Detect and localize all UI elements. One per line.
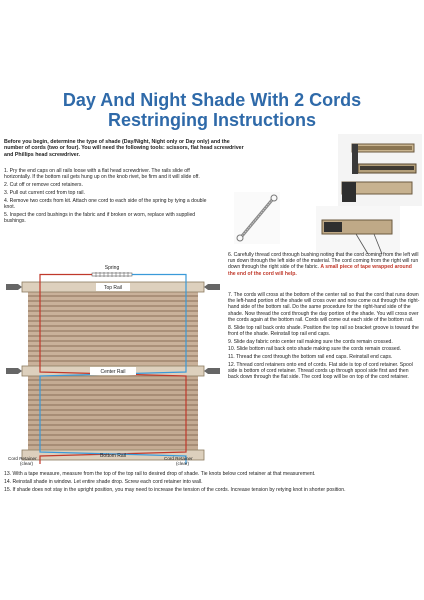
step-1: 1. Pry the end caps on all rails loose with a flat head screwdriver. The rails slide off horizontally. If the bottom rail gets hung up on the knob rivet, be firm and it will slide off. xyxy=(4,168,200,181)
bottom-rail-label: Bottom Rail xyxy=(100,453,126,459)
title-line-2: Restringing Instructions xyxy=(107,110,316,130)
step-2: 2. Cut off or remove cord retainers. xyxy=(4,182,83,188)
step-10: 10. Slide bottom rail back onto shade making sure the cords remain crossed. xyxy=(228,346,401,353)
top-rail-label: Top Rail xyxy=(103,285,123,291)
step-13: 13. With a tape measure, measure from the top of the top rail to desired drop of shade. Tie knots below cord retainer at that measurement. xyxy=(4,471,316,477)
clear-left-label: (clear) xyxy=(20,461,34,467)
bottom-steps xyxy=(4,471,420,494)
spring-label: Spring xyxy=(104,265,120,271)
cord-retainer-right-label: Cord Retainer xyxy=(164,456,193,461)
cord-retainer-left-label: Cord Retainer xyxy=(8,456,37,461)
left-steps xyxy=(4,168,218,226)
step-6-highlight: A small piece of tape wrapped around the end of the cord will help. xyxy=(228,264,412,277)
step-12: 12. Thread cord retainers onto end of cords. Flat side is top of cord retainer. Spool side is bottom of cord retainer. Thread cords up through spool side first and then back down through the flat side. The cord loop will be on top of the cord retainer. xyxy=(228,362,413,381)
step-3: 3. Pull out current cord from top rail. xyxy=(4,189,85,196)
step-8: 8. Slide top rail back onto shade. Position the top rail so bracket groove is toward the front of the shade. Reinstall top rail end caps. xyxy=(228,324,419,337)
step-11: 11. Thread the cord through the bottom rail end caps. Reinstall end caps. xyxy=(228,354,393,361)
end-cap-photo xyxy=(316,206,400,256)
step-6 xyxy=(228,252,420,277)
cord-retainer-right xyxy=(164,456,224,467)
cord-retainer-left xyxy=(8,456,68,467)
step-7: 7. The cords will cross at the bottom of the center rail so that the cord that runs down the left-hand portion of the shade will cross over and now come out through the right-hand side of the bottom rail. Do the same procedure for the right-hand side of the shade. Now thread the cord through the day portion of the shade. You will cross over the cords again at the bottom rail. Cords will come out each side of the bottom rail. xyxy=(228,292,420,323)
rail-photo-top xyxy=(338,134,422,206)
step-14: 14. Reinstall shade in window. Let entire shade drop. Screw each cord retainer into wall. xyxy=(4,478,203,485)
clear-right-label: (clear) xyxy=(176,461,190,467)
right-steps xyxy=(228,292,420,382)
step-9: 9. Slide day fabric onto center rail making sure the cords remain crossed. xyxy=(228,338,393,345)
step-4: 4. Remove two cords from kit. Attach one cord to each side of the spring by tying a double knot. xyxy=(4,197,207,210)
spring-photo xyxy=(234,192,280,244)
center-rail-label: Center Rail xyxy=(100,369,126,375)
step-15: 15. If shade does not stay in the upright position, you may need to increase the tension of the cords. Increase tension by retying knot in shorter position. xyxy=(4,486,346,493)
title-line-1: Day And Night Shade With 2 Cords xyxy=(62,90,362,110)
restringing-diagram xyxy=(0,252,226,467)
step-5: 5. Inspect the cord bushings in the fabric and if broken or worn, replace with supplied bushings. xyxy=(4,211,196,224)
day-fabric xyxy=(28,376,198,450)
night-fabric xyxy=(28,292,198,366)
step-6-text: 6. Carefully thread cord through bushing noting that the cord coming from the left will run down through the left side of the material. The cord coming from the right will run down through the right side of the fabric. xyxy=(228,252,419,271)
intro-text: Before you begin, determine the type of shade (Day/Night, Night only or Day only) and the number of cords (two or four). You will need the following tools: scissors, flat head screwdriver and Phillips head screwdriver. xyxy=(4,139,244,158)
